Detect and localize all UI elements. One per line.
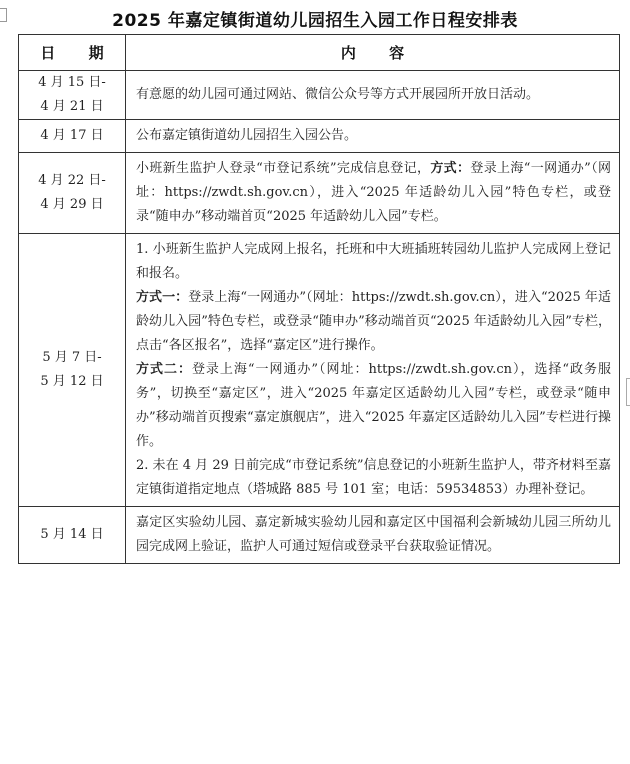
content-cell — [126, 71, 620, 120]
date-line: 4 月 17 日 — [40, 128, 104, 143]
side-marker — [626, 378, 630, 406]
date-cell — [19, 120, 126, 153]
date-cell — [19, 153, 126, 234]
date-line: 5 月 7 日- — [42, 350, 102, 365]
table-row — [19, 71, 620, 120]
content-text — [136, 157, 611, 229]
content-text: 嘉定区实验幼儿园、嘉定新城实验幼儿园和嘉定区中国福利会新城幼儿园三所幼儿园完成网上验证，监护人可通过短信或登录平台获取验证情况。 — [136, 515, 611, 554]
content-paragraph — [136, 358, 611, 454]
method-label: 方式一： — [136, 290, 189, 305]
date-line: 5 月 12 日 — [40, 374, 104, 389]
content-text: 公布嘉定镇街道幼儿园招生入园公告。 — [136, 128, 358, 143]
table-row — [19, 507, 620, 564]
table-row — [19, 120, 620, 153]
content-paragraph — [136, 286, 611, 358]
date-line: 4 月 21 日 — [40, 99, 104, 114]
content-paragraph: 1. 小班新生监护人完成网上报名，托班和中大班插班转园幼儿监护人完成网上登记和报名。 — [136, 242, 611, 281]
content-text-part: 登录上海“一网通办”（网址：https://zwdt.sh.gov.cn），进入“2025 年适龄幼儿入园”特色专栏，或登录“随申办”移动端首页“2025 年适龄幼儿入园”专栏。 — [136, 161, 611, 224]
content-paragraph: 2. 未在 4 月 29 日前完成“市登记系统”信息登记的小班新生监护人，带齐材料至嘉定镇街道指定地点（塔城路 885 号 101 室；电话：59534853）办理补登记。 — [136, 458, 611, 497]
date-line: 4 月 15 日- — [38, 75, 106, 90]
date-cell — [19, 507, 126, 564]
table-row — [19, 234, 620, 507]
table-header-row — [19, 35, 620, 71]
date-line: 4 月 29 日 — [40, 197, 104, 212]
schedule-table — [18, 34, 620, 564]
date-line: 5 月 14 日 — [40, 527, 104, 542]
date-cell — [19, 234, 126, 507]
header-date: 日 期 — [19, 35, 126, 71]
content-cell — [126, 507, 620, 564]
content-text-part: 小班新生监护人登录“市登记系统”完成信息登记， — [136, 161, 431, 176]
method-label: 方式： — [430, 161, 471, 176]
table-row — [19, 153, 620, 234]
method-label: 方式二： — [136, 362, 192, 377]
content-cell — [126, 234, 620, 507]
content-text-part: 登录上海“一网通办”（网址：https://zwdt.sh.gov.cn），选择“政务服务”，切换至“嘉定区”，进入“2025 年嘉定区适龄幼儿入园”专栏，或登录“随申办”移动端首页搜索“嘉定旗舰店”，进入“2025 年嘉定区适龄幼儿入园”专栏进行操作。 — [136, 362, 611, 449]
date-cell — [19, 71, 126, 120]
header-content: 内 容 — [126, 35, 620, 71]
date-line: 4 月 22 日- — [38, 173, 106, 188]
content-cell — [126, 120, 620, 153]
content-text: 有意愿的幼儿园可通过网站、微信公众号等方式开展园所开放日活动。 — [136, 87, 540, 102]
content-cell — [126, 153, 620, 234]
content-text-part: 登录上海“一网通办”（网址：https://zwdt.sh.gov.cn），进入“2025 年适龄幼儿入园”特色专栏，或登录“随申办”移动端首页“2025 年适龄幼儿入园”专栏，点击“各区报名”，选择“嘉定区”进行操作。 — [136, 290, 611, 353]
page-title: 2025 年嘉定镇街道幼儿园招生入园工作日程安排表 — [112, 11, 518, 31]
